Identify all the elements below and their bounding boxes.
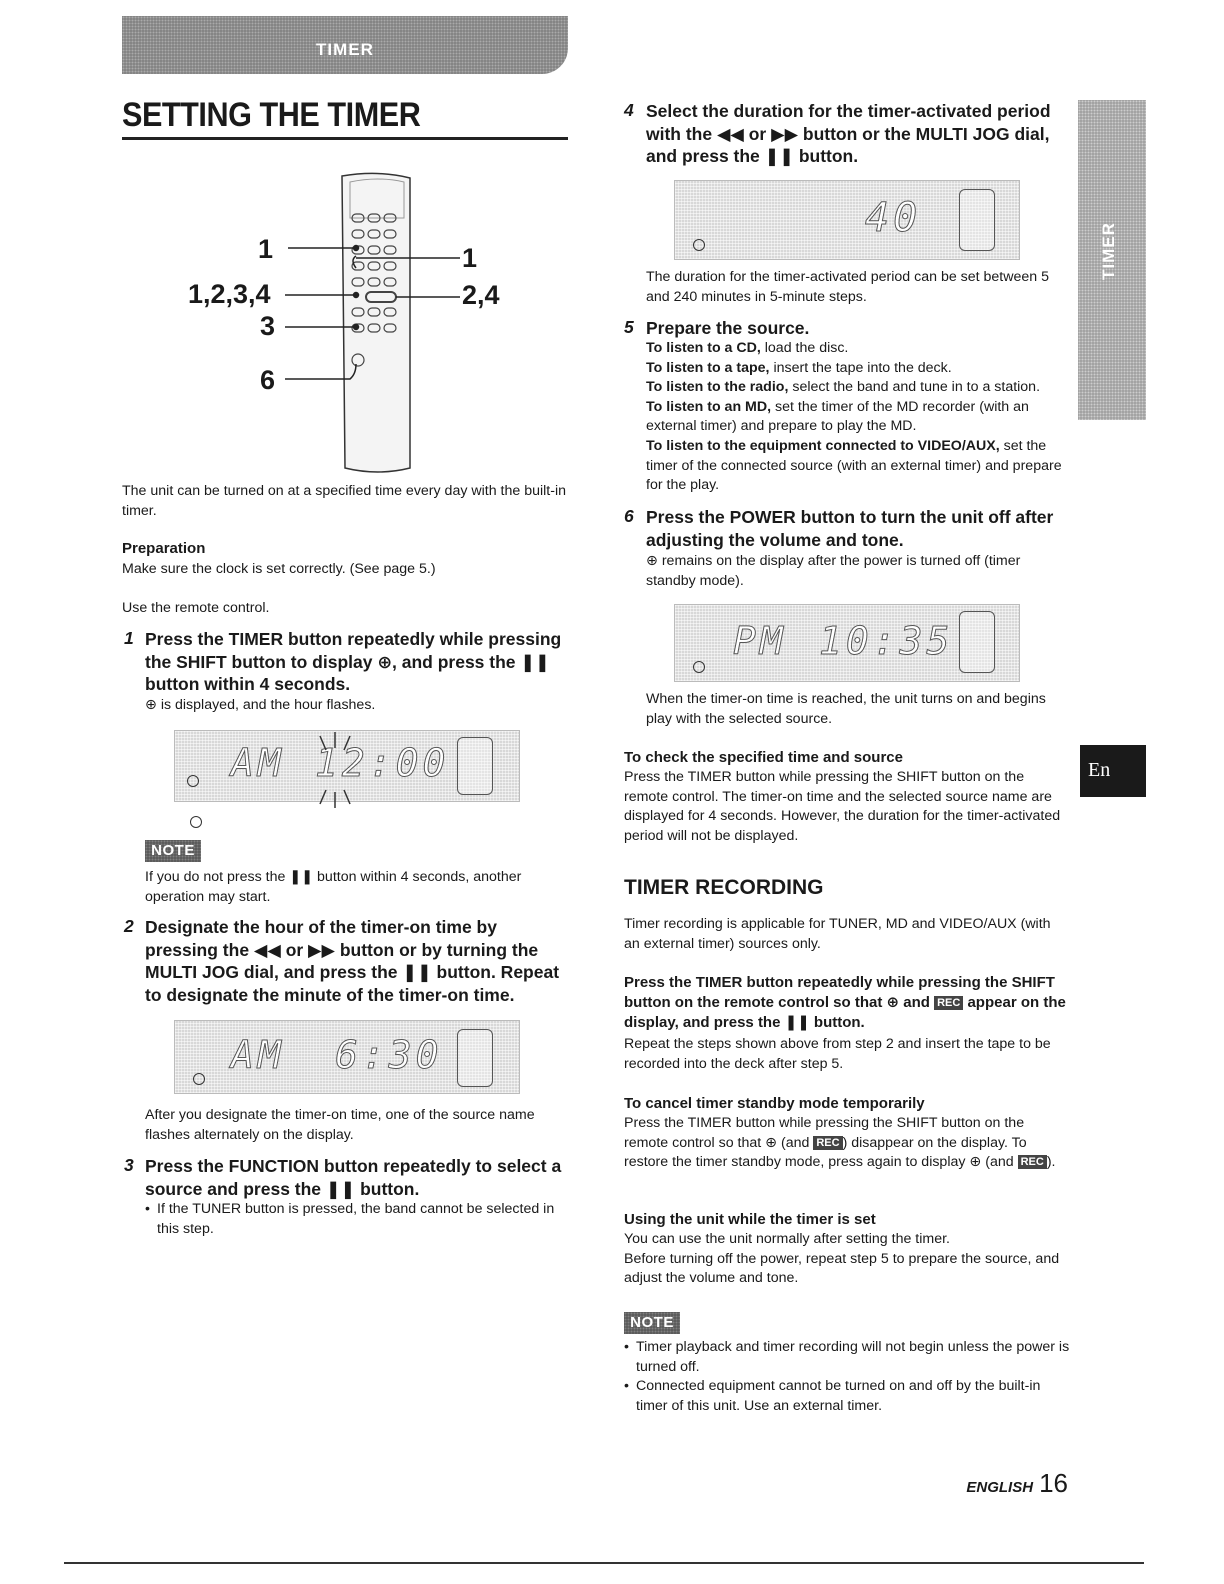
timer-recording-heading: TIMER RECORDING — [624, 876, 824, 899]
footer-language: ENGLISH — [966, 1479, 1034, 1496]
display-4-level-box — [959, 189, 995, 251]
display-6-time: 10:35 — [819, 619, 954, 663]
display-1-time: 12:00 — [315, 741, 450, 785]
section-tab-label: TIMER — [316, 40, 374, 59]
using-text: You can use the unit normally after setting the timer. Before turning off the power, repeat step 5 to prepare the source, and adjust the volume and tone. — [624, 1231, 1060, 1287]
note-badge-2: NOTE — [624, 1312, 680, 1334]
step-1-text: ⊕ is displayed, and the hour flashes. — [145, 697, 376, 713]
remote-label-left-1: 1 — [258, 234, 274, 264]
step-6-number: 6 — [624, 506, 634, 526]
rec-indicator-2: REC — [813, 1136, 842, 1150]
clock-symbol-icon — [190, 816, 202, 828]
note-badge-1: NOTE — [145, 840, 201, 862]
display-6-clock-icon — [693, 661, 705, 673]
using-heading: Using the unit while the timer is set — [624, 1211, 876, 1228]
check-text: Press the TIMER button while pressing the SHIFT button on the remote control. The timer-on time and the selected source name are displayed for 4 seconds. However, the duration for the timer-activated period will not be displayed. — [624, 769, 1061, 844]
step-6-heading: Press the POWER button to turn the unit off after adjusting the volume and tone. — [646, 507, 1054, 550]
step-4-text: The duration for the timer-activated period can be set between 5 and 240 minutes in 5-minute steps. — [646, 269, 1049, 305]
step-6-after-text: When the timer-on time is reached, the unit turns on and begins play with the selected source. — [646, 691, 1046, 727]
cancel-heading: To cancel timer standby mode temporarily — [624, 1095, 925, 1112]
remote-label-left-6: 6 — [260, 365, 276, 395]
display-step-6 — [674, 604, 1020, 682]
step-5-number: 5 — [624, 317, 634, 337]
rec-indicator-3: REC — [1018, 1155, 1047, 1169]
display-2-ampm: AM — [231, 1033, 285, 1077]
page-footer — [966, 1468, 1068, 1499]
remote-label-left-3: 3 — [260, 311, 276, 341]
step-5-item-video: To listen to the equipment connected to VIDEO/AUX, set the timer of the connected source (with an external timer) and prepare for the play. — [646, 437, 1062, 494]
display-4-duration: 40 — [865, 195, 922, 241]
section-header-bar — [122, 16, 568, 74]
step-5-item-tape: To listen to a tape, insert the tape into the deck. — [646, 359, 952, 376]
step-2-heading: Designate the hour of the timer-on time by pressing the ◀◀ or ▶▶ button or by turning the MULTI JOG dial, and press the ❚❚ button. Repeat to designate the minute of the timer-on time. — [145, 917, 560, 1005]
note-2-list — [624, 1338, 1070, 1416]
display-4-clock-icon — [693, 239, 705, 251]
step-5-item-radio: To listen to the radio, select the band and tune in to a station. — [646, 379, 1041, 396]
display-2-level-box — [457, 1029, 493, 1087]
step-3-heading: Press the FUNCTION button repeatedly to select a source and press the ❚❚ button. — [145, 1156, 562, 1199]
step-4-number: 4 — [624, 100, 634, 120]
display-6-level-box — [959, 611, 995, 673]
step-6-text: ⊕ remains on the display after the power is turned off (timer standby mode). — [646, 553, 1021, 589]
side-tab-language — [1080, 745, 1146, 797]
step-5-items — [646, 339, 1070, 496]
step-3-bullets — [145, 1200, 569, 1239]
cancel-text: Press the TIMER button while pressing the SHIFT button on the remote control so that ⊕ (and REC ) disappear on the display. To restore the timer standby mode, press again to display ⊕ (and REC ). — [624, 1115, 1056, 1171]
preparation-heading: Preparation — [122, 540, 206, 557]
step-3-bullet: • If the TUNER button is pressed, the band cannot be selected in this step. — [145, 1200, 569, 1239]
step-1-number: 1 — [124, 628, 134, 648]
step-3-number: 3 — [124, 1155, 134, 1175]
step-5-heading: Prepare the source. — [646, 318, 810, 338]
timer-recording-instruction: Press the TIMER button repeatedly while pressing the SHIFT button on the remote control so that ⊕ and REC appear on the display, and press the ❚❚ button. — [624, 974, 1066, 1031]
remote-label-right-1: 1 — [462, 243, 478, 273]
display-2-clock-icon — [193, 1073, 205, 1085]
display-2-time: 6:30 — [335, 1033, 443, 1077]
note-2-item: • Timer playback and timer recording will not begin unless the power is turned off. — [624, 1338, 1070, 1377]
use-remote-text: Use the remote control. — [122, 600, 270, 616]
step-1-heading: Press the TIMER button repeatedly while pressing the SHIFT button to display ⊕, and press the ❚❚ button within 4 seconds. — [145, 629, 562, 694]
intro-text: The unit can be turned on at a specified time every day with the built-in timer. — [122, 483, 567, 519]
rec-indicator: REC — [934, 996, 963, 1010]
step-2-text: After you designate the timer-on time, one of the source name flashes alternately on the display. — [145, 1107, 535, 1143]
check-heading: To check the specified time and source — [624, 749, 903, 766]
remote-label-left-2: 1,2,3,4 — [188, 279, 271, 309]
flash-indicator — [290, 730, 380, 810]
page-title: SETTING THE TIMER — [122, 96, 421, 134]
page-number: 16 — [1039, 1468, 1068, 1498]
timer-recording-intro: Timer recording is applicable for TUNER, MD and VIDEO/AUX (with an external timer) sources only. — [624, 916, 1051, 952]
remote-control-illustration — [170, 168, 530, 474]
bottom-rule — [64, 1562, 1144, 1564]
preparation-text: Make sure the clock is set correctly. (See page 5.) — [122, 561, 436, 577]
step-4-heading: Select the duration for the timer-activated period with the ◀◀ or ▶▶ button or the MULTI JOG dial, and press the ❚❚ button. — [646, 101, 1051, 166]
title-underline — [122, 137, 568, 140]
note-1-text: If you do not press the ❚❚ button within 4 seconds, another operation may start. — [145, 869, 522, 905]
side-tab-language-label: En — [1088, 759, 1111, 781]
display-1-ampm: AM — [231, 741, 285, 785]
step-2-number: 2 — [124, 916, 134, 936]
display-1-clock-icon — [187, 775, 199, 787]
step-5-item-md: To listen to an MD, set the timer of the MD recorder (with an external timer) and prepare to play the MD. — [646, 398, 1029, 435]
display-step-4 — [674, 180, 1020, 260]
side-tab-timer-label: TIMER — [1099, 222, 1118, 280]
display-6-ampm: PM — [733, 619, 787, 663]
display-step-2 — [174, 1020, 520, 1094]
remote-label-right-2: 2,4 — [462, 280, 500, 310]
side-tab-timer — [1078, 100, 1146, 420]
step-5-item-cd: To listen to a CD, load the disc. — [646, 340, 849, 356]
note-2-item: • Connected equipment cannot be turned on and off by the built-in timer of this unit. Use an external timer. — [624, 1377, 1070, 1416]
timer-recording-text: Repeat the steps shown above from step 2 and insert the tape to be recorded into the deck after step 5. — [624, 1036, 1051, 1072]
display-1-level-box — [457, 737, 493, 795]
